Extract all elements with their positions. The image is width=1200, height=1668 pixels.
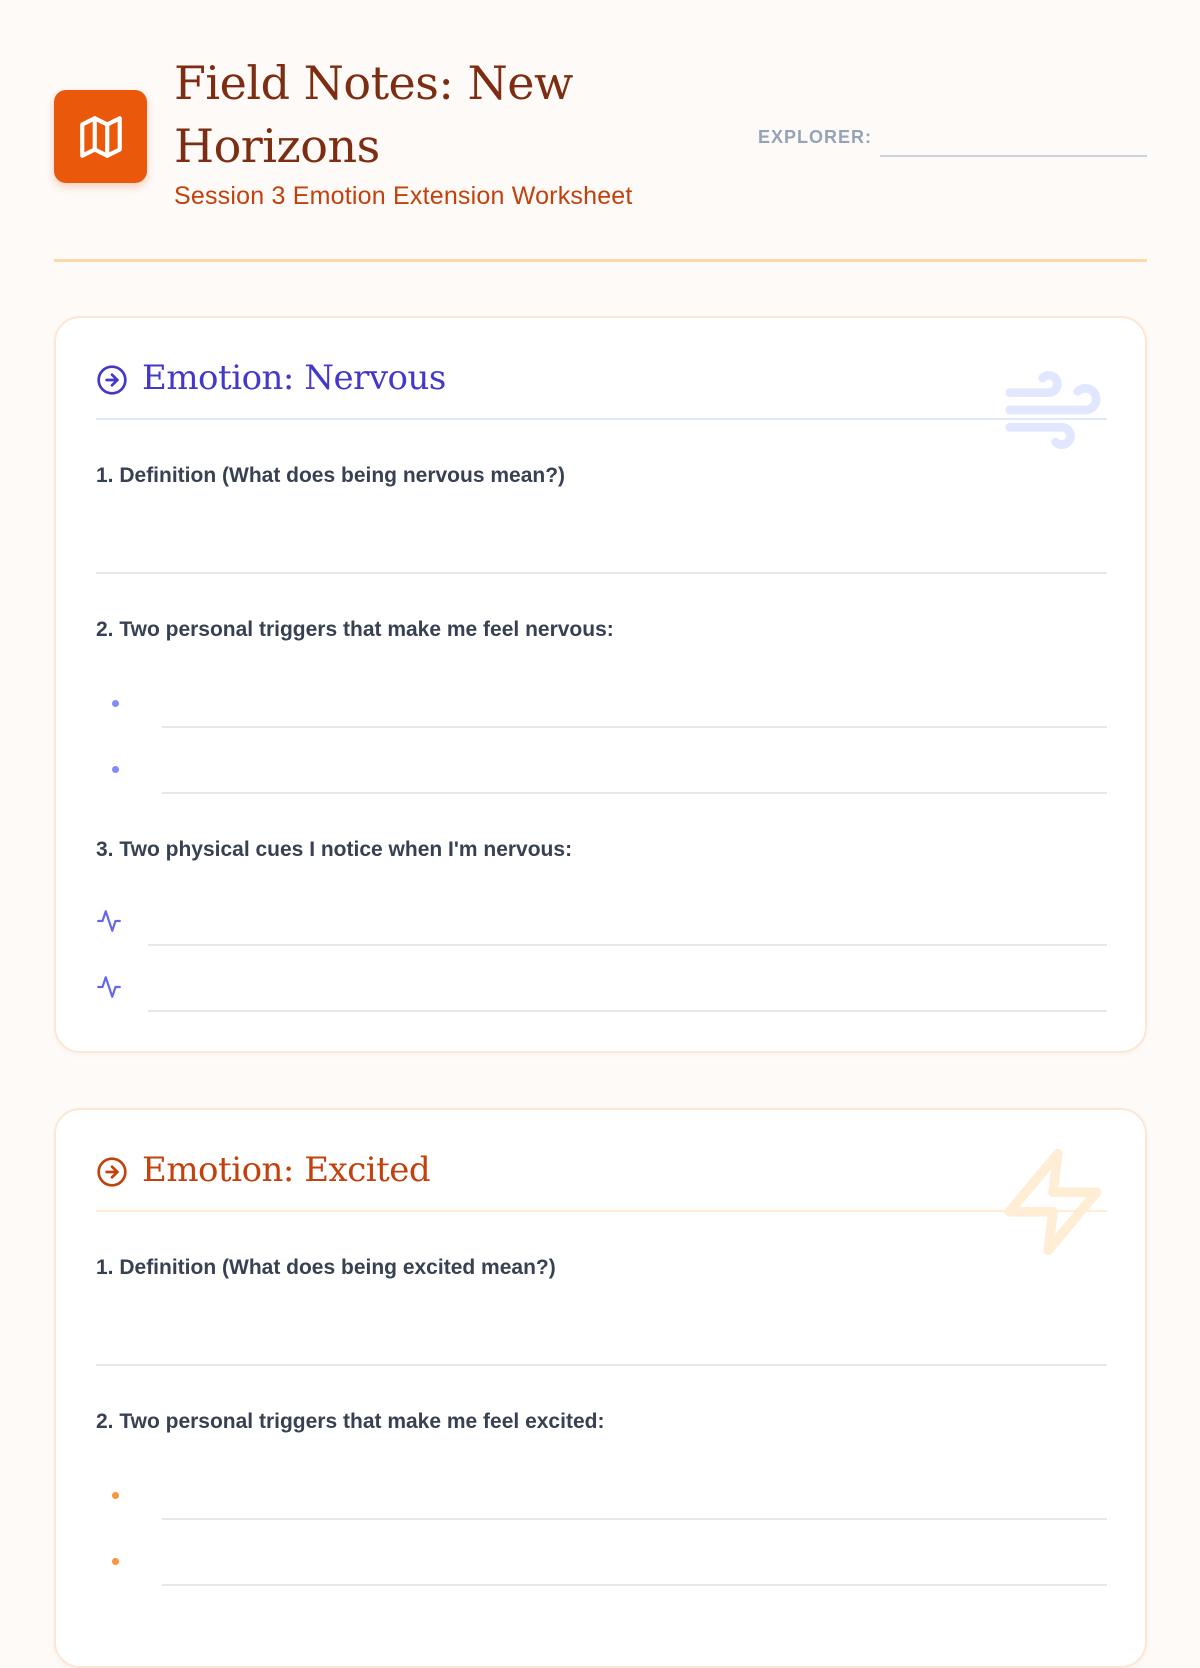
emotion-card-nervous	[54, 316, 1147, 1053]
page-subtitle: Session 3 Emotion Extension Worksheet	[174, 182, 633, 210]
card-title: Emotion: Excited	[142, 1150, 431, 1190]
bullet-dot	[112, 1492, 119, 1499]
answer-line-cue-1[interactable]	[148, 944, 1107, 946]
explorer-label: EXPLORER:	[758, 127, 873, 147]
answer-line-trigger-2[interactable]	[162, 1584, 1107, 1586]
answer-line-cue-2[interactable]	[148, 1010, 1107, 1012]
map-icon	[54, 90, 147, 183]
pulse-icon	[96, 974, 122, 1000]
arrow-circle-icon	[96, 1156, 128, 1188]
question-triggers: 2. Two personal triggers that make me feel nervous:	[96, 618, 614, 641]
card-heading	[96, 1148, 1107, 1192]
question-definition: 1. Definition (What does being excited mean?)	[96, 1256, 556, 1279]
answer-line-definition[interactable]	[96, 572, 1107, 574]
question-triggers: 2. Two personal triggers that make me feel excited:	[96, 1410, 605, 1433]
divider	[96, 1210, 1107, 1212]
bullet-dot	[112, 766, 119, 773]
pulse-icon	[96, 908, 122, 934]
worksheet-page	[54, 0, 1147, 1600]
page-title: Field Notes: New Horizons	[174, 56, 573, 173]
card-heading	[96, 356, 1107, 400]
answer-line-definition[interactable]	[96, 1364, 1107, 1366]
card-title: Emotion: Nervous	[142, 358, 446, 398]
emotion-card-excited	[54, 1108, 1147, 1668]
bullet-dot	[112, 700, 119, 707]
question-physical-cues: 3. Two physical cues I notice when I'm nervous:	[96, 838, 573, 861]
answer-line-trigger-2[interactable]	[162, 792, 1107, 794]
answer-line-trigger-1[interactable]	[162, 726, 1107, 728]
question-definition: 1. Definition (What does being nervous mean?)	[96, 464, 566, 487]
divider	[96, 418, 1107, 420]
arrow-circle-icon	[96, 364, 128, 396]
bullet-dot	[112, 1558, 119, 1565]
explorer-name-field[interactable]	[880, 155, 1147, 157]
answer-line-trigger-1[interactable]	[162, 1518, 1107, 1520]
worksheet-header	[54, 0, 1147, 262]
